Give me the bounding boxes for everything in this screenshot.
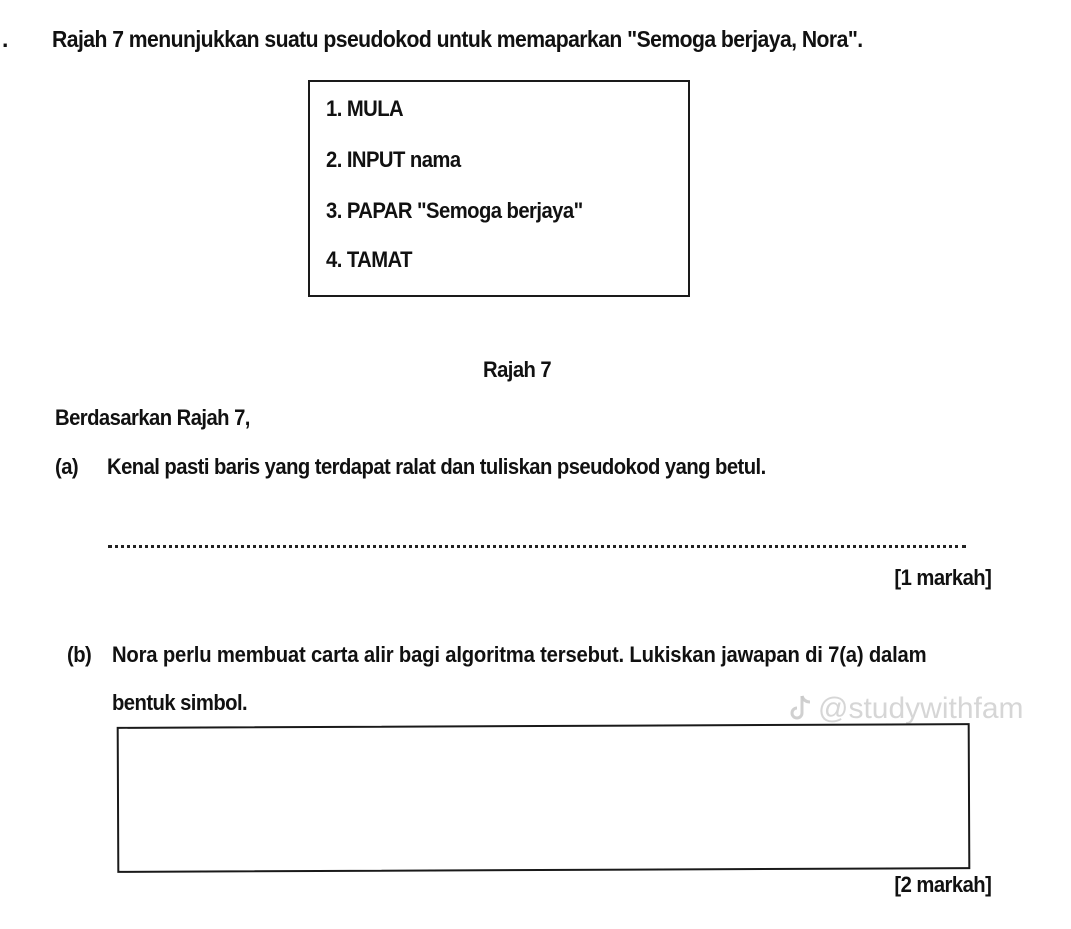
part-a-label: (a) [55,454,79,479]
watermark-text: @studywithfam [818,692,1024,725]
pseudocode-line: 3. PAPAR "Semoga berjaya" [326,198,583,223]
part-b-answer-box[interactable] [117,723,971,873]
part-a-marks: [1 markah] [894,565,991,590]
part-b-marks: [2 markah] [894,872,991,897]
figure-caption: Rajah 7 [483,357,552,382]
pseudocode-box [308,80,690,297]
pseudocode-line: 2. INPUT nama [326,147,461,172]
lead-in-text: Berdasarkan Rajah 7, [55,405,250,430]
watermark [790,692,1024,726]
tiktok-icon [790,694,812,722]
part-a-answer-line[interactable] [108,545,966,548]
part-a-text: Kenal pasti baris yang terdapat ralat dan tuliskan pseudokod yang betul. [107,454,766,479]
question-number: . [2,26,8,52]
pseudocode-line: 4. TAMAT [326,247,412,272]
question-intro: Rajah 7 menunjukkan suatu pseudokod untuk memaparkan "Semoga berjaya, Nora". [52,26,863,52]
part-b-text-line2: bentuk simbol. [112,690,248,715]
pseudocode-line: 1. MULA [326,96,404,121]
part-b-text-line1: Nora perlu membuat carta alir bagi algoritma tersebut. Lukiskan jawapan di 7(a) dalam [112,642,927,667]
part-b-label: (b) [67,642,92,667]
